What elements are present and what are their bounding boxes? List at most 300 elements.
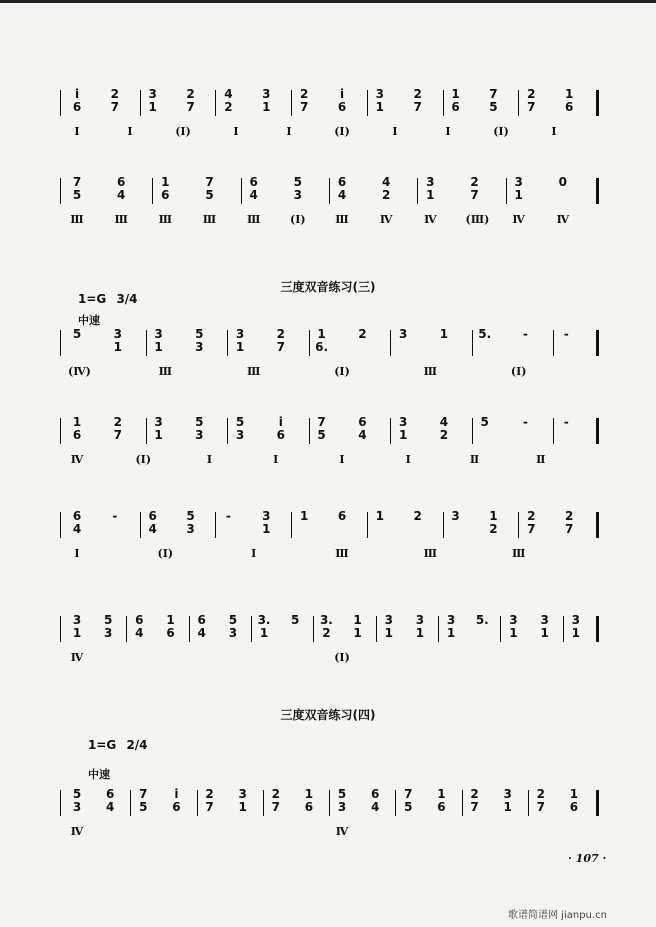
string-mark: Ⅳ <box>556 213 570 226</box>
note-upper: 1 <box>439 327 449 341</box>
note-lower: 6 <box>437 800 446 814</box>
note <box>377 176 395 202</box>
note <box>333 88 351 114</box>
time-signature: 3/4 <box>116 292 138 306</box>
note-upper: 2 <box>470 175 479 189</box>
bar-line <box>596 418 599 444</box>
note <box>295 88 313 114</box>
note-lower: 4 <box>249 188 258 202</box>
note <box>447 510 465 523</box>
note-upper: 5. <box>478 327 492 341</box>
note-upper: 5 <box>195 415 204 429</box>
string-mark: Ⅰ <box>339 453 345 466</box>
key-label: 1=G <box>78 292 107 306</box>
note <box>411 614 429 640</box>
string-mark: Ⅳ <box>70 453 84 466</box>
note-upper: - <box>563 415 569 429</box>
note-upper: 3 <box>426 175 435 189</box>
string-mark: Ⅳ <box>70 825 84 838</box>
bar-line <box>60 90 61 116</box>
note-lower: 1 <box>259 626 269 640</box>
bar-line <box>417 178 418 204</box>
note <box>167 788 185 814</box>
note-upper: 2 <box>413 87 422 101</box>
note-upper: 7 <box>317 415 326 429</box>
note-upper: 2 <box>527 87 536 101</box>
note-lower: 6 <box>304 800 314 814</box>
bar-line <box>438 616 439 642</box>
bar-line <box>146 418 147 444</box>
note-lower: 6 <box>72 428 82 442</box>
note-upper: 3 <box>398 415 408 429</box>
note-lower: 7 <box>110 100 120 114</box>
note-lower: 3 <box>228 626 238 640</box>
bar-line <box>241 178 242 204</box>
note <box>68 416 86 442</box>
note-upper: 1 <box>353 613 362 627</box>
note <box>333 176 351 202</box>
tempo-marking: 中速 <box>88 768 110 781</box>
note-upper: 4 <box>224 87 233 101</box>
bar-line <box>596 178 599 204</box>
bar-line <box>596 616 599 642</box>
note <box>112 176 130 202</box>
note-lower: 2 <box>489 522 498 536</box>
note-upper: 5 <box>293 175 302 189</box>
note <box>224 614 242 640</box>
note <box>499 788 517 814</box>
note-lower: 4 <box>197 626 206 640</box>
note <box>68 328 86 341</box>
note <box>106 88 124 114</box>
note-lower: 3 <box>293 188 302 202</box>
string-mark: Ⅲ <box>335 547 349 560</box>
note <box>313 328 331 354</box>
note <box>349 614 367 640</box>
bar-line <box>309 330 310 356</box>
note-lower: 1 <box>375 100 385 114</box>
note-upper: 3 <box>375 87 385 101</box>
note <box>442 614 460 640</box>
note-upper: 6 <box>370 787 380 801</box>
note-lower: 3 <box>72 800 82 814</box>
bar-line <box>227 330 228 356</box>
note <box>560 510 578 536</box>
note-upper: 1 <box>161 175 170 189</box>
bar-line <box>506 178 507 204</box>
note <box>435 328 453 341</box>
note-upper: 3. <box>257 613 271 627</box>
note <box>516 328 534 341</box>
note <box>272 416 290 442</box>
bar-line <box>126 616 127 642</box>
note <box>473 614 491 627</box>
string-mark: Ⅰ <box>392 125 398 138</box>
string-mark: Ⅲ <box>423 365 438 378</box>
note-lower: 1 <box>235 340 245 354</box>
bar-line <box>553 330 554 356</box>
note-lower: 1 <box>262 522 271 536</box>
note <box>190 416 208 442</box>
note-lower: 7 <box>205 800 214 814</box>
note-lower: 6 <box>166 626 175 640</box>
note <box>68 510 86 536</box>
string-mark: (Ⅳ) <box>68 365 91 378</box>
note <box>257 510 275 536</box>
note-upper: 1 <box>72 415 82 429</box>
note <box>353 416 371 442</box>
score-row <box>58 612 606 672</box>
note-lower: 5 <box>404 800 413 814</box>
note <box>286 614 304 627</box>
note <box>333 510 351 523</box>
note-lower: 3 <box>195 428 204 442</box>
note-lower: 1 <box>446 626 456 640</box>
string-mark: (Ⅰ) <box>334 125 350 138</box>
string-mark: (Ⅰ) <box>334 651 350 664</box>
bar-line <box>140 512 141 538</box>
note <box>68 788 86 814</box>
note <box>560 88 578 114</box>
note-upper: 7 <box>139 787 148 801</box>
note <box>371 88 389 114</box>
note-upper: 3 <box>446 613 456 627</box>
note <box>109 328 127 354</box>
note-upper: 2 <box>110 87 120 101</box>
note-lower: 6 <box>72 100 82 114</box>
note <box>182 88 200 114</box>
bar-line <box>472 418 473 444</box>
note <box>257 88 275 114</box>
string-mark: Ⅰ <box>551 125 557 138</box>
string-mark: Ⅲ <box>423 547 438 560</box>
note-lower: 6 <box>161 188 170 202</box>
bar-line <box>140 90 141 116</box>
note <box>150 416 168 442</box>
note-lower: 7 <box>564 522 574 536</box>
note-lower: 2 <box>439 428 449 442</box>
note-upper: 1 <box>569 787 579 801</box>
note <box>476 328 494 341</box>
bar-line <box>329 790 330 816</box>
note <box>421 176 439 202</box>
bar-line <box>596 512 599 538</box>
note <box>231 416 249 442</box>
note-lower: 5 <box>317 428 326 442</box>
note <box>99 614 117 640</box>
note-lower: 7 <box>470 800 479 814</box>
bar-line <box>395 790 396 816</box>
note-upper: 5 <box>72 787 82 801</box>
note-upper: 5 <box>103 613 113 627</box>
note <box>182 510 200 536</box>
note-upper: 3 <box>262 87 271 101</box>
note-lower: 3 <box>103 626 113 640</box>
note-upper: 1 <box>375 509 385 523</box>
note-lower: 2 <box>224 100 233 114</box>
note-lower: 1 <box>415 626 425 640</box>
string-mark: Ⅳ <box>424 213 437 226</box>
note <box>522 88 540 114</box>
string-mark: Ⅳ <box>70 651 84 664</box>
note <box>447 88 465 114</box>
string-mark: Ⅲ <box>335 213 349 226</box>
note-lower: 4 <box>370 800 380 814</box>
note-lower: 1 <box>72 626 82 640</box>
note <box>68 176 86 202</box>
note-lower: 1 <box>426 188 435 202</box>
note-upper: 1 <box>299 509 309 523</box>
note-upper: 3 <box>398 327 408 341</box>
note-upper: i <box>278 415 283 429</box>
note-upper: 1 <box>304 787 314 801</box>
bar-line <box>146 330 147 356</box>
bar-line <box>60 512 61 538</box>
note-lower: 6 <box>172 800 181 814</box>
note-lower: 1 <box>509 626 518 640</box>
note-lower: 4 <box>105 800 115 814</box>
note <box>554 176 572 189</box>
string-mark: Ⅲ <box>114 213 128 226</box>
bar-line <box>367 512 368 538</box>
note-lower: 3 <box>186 522 195 536</box>
bar-line <box>130 790 131 816</box>
note <box>476 416 494 429</box>
note-upper: 2 <box>113 415 122 429</box>
note-upper: 2 <box>276 327 286 341</box>
note <box>394 328 412 341</box>
note <box>394 416 412 442</box>
note-upper: 2 <box>564 509 574 523</box>
note-lower: 6 <box>564 100 574 114</box>
score-row <box>58 174 606 244</box>
note-upper: 2 <box>271 787 280 801</box>
note-lower: 1 <box>503 800 512 814</box>
note-upper: 3 <box>235 327 245 341</box>
note <box>536 614 554 640</box>
string-mark: (Ⅰ) <box>493 125 509 138</box>
note-upper: 6 <box>105 787 115 801</box>
note <box>231 328 249 354</box>
note <box>532 788 550 814</box>
string-mark: Ⅲ <box>246 365 261 378</box>
note-lower: 1 <box>514 188 523 202</box>
note-upper: 5 <box>291 613 300 627</box>
note-upper: 2 <box>470 787 479 801</box>
note <box>201 176 219 202</box>
note-upper: 5 <box>337 787 347 801</box>
note-upper: - <box>112 509 118 523</box>
page-number: · 107 · <box>568 852 607 865</box>
string-mark: (Ⅰ) <box>157 547 174 560</box>
bar-line <box>596 90 599 116</box>
note-upper: 3 <box>154 415 163 429</box>
note <box>557 328 575 341</box>
note-upper: 3. <box>319 613 333 627</box>
string-mark: Ⅲ <box>246 213 261 226</box>
note-upper: 1 <box>437 787 446 801</box>
note-upper: i <box>174 787 179 801</box>
note <box>409 88 427 114</box>
note-lower: 2 <box>381 188 391 202</box>
note-lower: 7 <box>527 100 536 114</box>
note <box>565 788 583 814</box>
bar-line <box>518 512 519 538</box>
note-upper: 7 <box>205 175 214 189</box>
note-upper: 1 <box>564 87 574 101</box>
note-upper: i <box>74 87 80 101</box>
bar-line <box>313 616 314 642</box>
watermark: 歌谱简谱网 jianpu.cn <box>508 910 607 921</box>
note-lower: 6 <box>569 800 579 814</box>
note-upper: 6 <box>337 175 347 189</box>
note-lower: 1 <box>262 100 271 114</box>
note <box>234 788 252 814</box>
string-mark: Ⅰ <box>206 453 213 466</box>
note <box>432 788 450 814</box>
note-upper: - <box>563 327 569 341</box>
note <box>130 614 148 640</box>
note-upper: 6 <box>337 509 347 523</box>
string-mark: Ⅰ <box>405 453 411 466</box>
note <box>567 614 585 640</box>
note-upper: 6 <box>197 613 206 627</box>
note-lower: 1 <box>113 340 122 354</box>
string-mark: (Ⅲ) <box>465 213 490 226</box>
note-upper: 2 <box>358 327 367 341</box>
note <box>162 614 180 640</box>
score-row <box>58 786 606 850</box>
note <box>109 416 127 442</box>
note-lower: 1 <box>384 626 393 640</box>
note-lower: 5 <box>139 800 148 814</box>
bar-line <box>443 512 444 538</box>
note-lower: 7 <box>186 100 195 114</box>
note <box>156 176 174 202</box>
string-mark: Ⅲ <box>202 213 217 226</box>
string-mark: Ⅱ <box>536 453 546 466</box>
note-upper: 3 <box>571 613 580 627</box>
bar-line <box>197 790 198 816</box>
string-mark: Ⅰ <box>273 453 279 466</box>
note-upper: 3 <box>72 613 82 627</box>
note-upper: 3 <box>509 613 518 627</box>
note-upper: 7 <box>489 87 498 101</box>
note <box>435 416 453 442</box>
note <box>101 788 119 814</box>
note-upper: 3 <box>451 509 460 523</box>
score-row <box>58 508 606 580</box>
note-lower: 4 <box>135 626 144 640</box>
string-mark: Ⅰ <box>286 125 292 138</box>
bar-line <box>528 790 529 816</box>
note-lower: 4 <box>116 188 126 202</box>
bar-line <box>563 616 564 642</box>
note <box>522 510 540 536</box>
note <box>366 788 384 814</box>
note <box>68 88 86 114</box>
bar-line <box>596 790 599 816</box>
note <box>466 788 484 814</box>
note-upper: 6 <box>358 415 367 429</box>
note <box>317 614 335 640</box>
note <box>150 328 168 354</box>
string-mark: Ⅳ <box>335 825 349 838</box>
bar-line <box>309 418 310 444</box>
note-upper: 2 <box>413 509 422 523</box>
bar-line <box>60 616 61 642</box>
note-upper: 7 <box>72 175 82 189</box>
note <box>295 510 313 523</box>
note-upper: 1 <box>489 509 498 523</box>
note-upper: 5 <box>235 415 245 429</box>
score-row <box>58 326 606 398</box>
bar-line <box>553 418 554 444</box>
note <box>300 788 318 814</box>
note-upper: - <box>522 327 528 341</box>
note-lower: 3 <box>235 428 245 442</box>
note-upper: 3 <box>148 87 157 101</box>
note <box>371 510 389 523</box>
note-lower: 7 <box>276 340 286 354</box>
bar-line <box>500 616 501 642</box>
string-mark: Ⅰ <box>127 125 133 138</box>
bar-line <box>152 178 153 204</box>
note-lower: 6 <box>276 428 286 442</box>
bar-line <box>329 178 330 204</box>
note-lower: 4 <box>337 188 347 202</box>
note-lower: 1 <box>154 428 163 442</box>
note <box>219 88 237 114</box>
note-lower: 6 <box>337 100 347 114</box>
note-upper: 2 <box>186 87 195 101</box>
note-lower: 7 <box>470 188 479 202</box>
note-lower: 1 <box>238 800 247 814</box>
note-upper: 7 <box>404 787 413 801</box>
note <box>484 510 502 536</box>
bar-line <box>518 90 519 116</box>
note-upper: 5 <box>195 327 204 341</box>
note-upper: 6 <box>135 613 144 627</box>
note <box>333 788 351 814</box>
note-upper: 6 <box>116 175 126 189</box>
bar-line <box>462 790 463 816</box>
note-lower: 4 <box>148 522 157 536</box>
score-row <box>58 86 606 156</box>
string-mark: Ⅲ <box>158 365 173 378</box>
note-upper: - <box>522 415 528 429</box>
time-signature: 2/4 <box>126 738 148 752</box>
note-upper: 6 <box>249 175 258 189</box>
bar-line <box>376 616 377 642</box>
note-lower: 7 <box>536 800 545 814</box>
bar-line <box>596 330 599 356</box>
note-upper: 5 <box>186 509 195 523</box>
scan-edge <box>0 0 656 3</box>
note <box>409 510 427 523</box>
string-mark: Ⅲ <box>158 213 173 226</box>
note <box>313 416 331 442</box>
note-upper: 2 <box>299 87 309 101</box>
string-mark: Ⅳ <box>512 213 525 226</box>
key-label: 1=G <box>88 738 117 752</box>
section-title: 三度双音练习(三) <box>280 280 376 294</box>
string-mark: Ⅱ <box>469 453 480 466</box>
note <box>245 176 263 202</box>
note-upper: 3 <box>415 613 425 627</box>
bar-line <box>189 616 190 642</box>
note-upper: 2 <box>527 509 536 523</box>
